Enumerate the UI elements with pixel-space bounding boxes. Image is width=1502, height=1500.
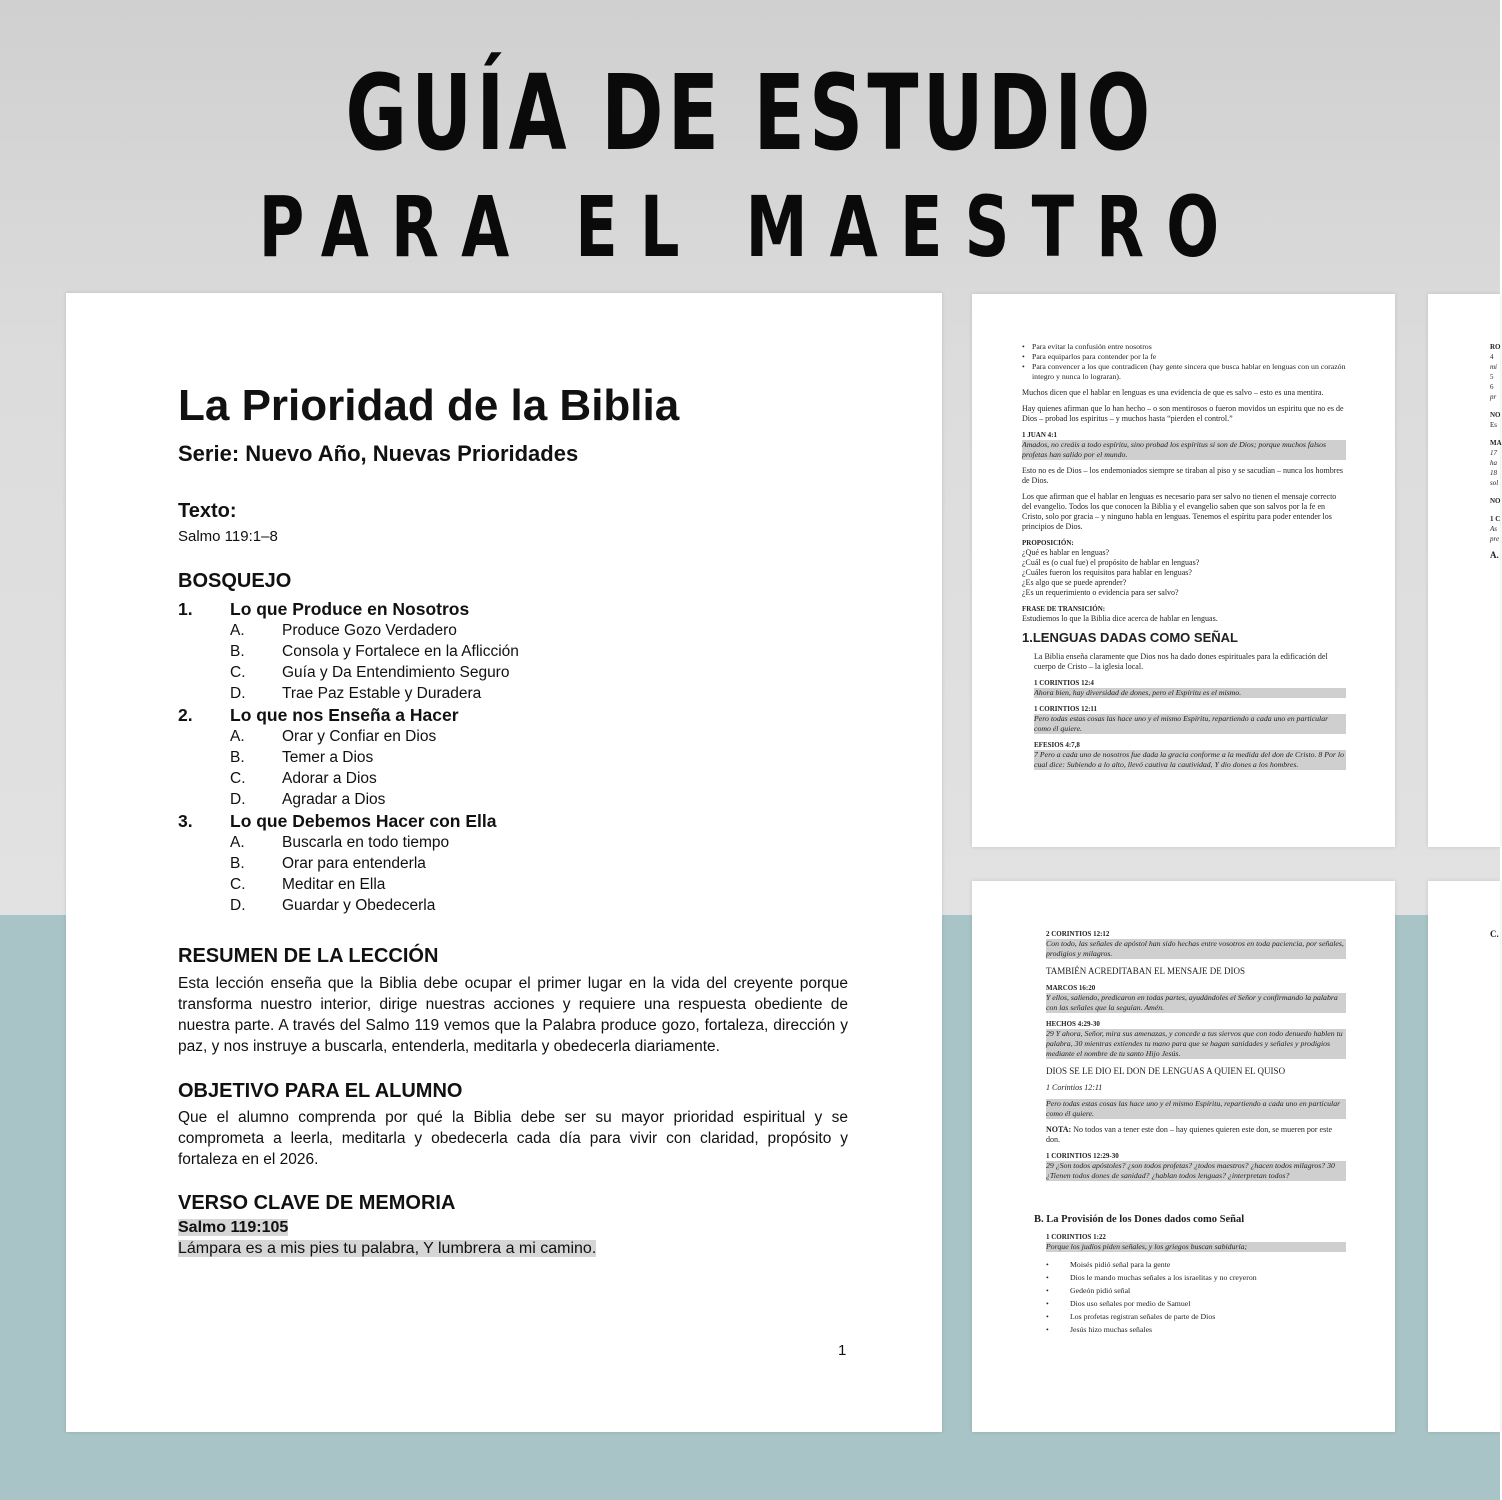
list-item: • Para equiparlos para contender por la fe	[1022, 352, 1346, 362]
paragraph: Esto no es de Dios – los endemoniados siempre se tiraban al piso y se sacudían – nunca los hombres de Dios.	[1022, 466, 1344, 485]
page-d-fragments: RO 4 mi 5 6 pr NO Es MA 17 ha 18 sol NO 1 C As pre A.	[1490, 343, 1502, 560]
list-item: • Para evitar la confusión entre nosotros	[1022, 342, 1346, 352]
outline-item: B. Orar para entenderla	[230, 855, 426, 872]
verse-quote: Amados, no creáis a todo espíritu, sino probad los espíritus si son de Dios; porque muchos falsos profetas han salido por el mundo.	[1022, 440, 1346, 460]
document-page-preview-2	[972, 294, 1395, 847]
verse-reference: EFESIOS 4:7,8	[1034, 741, 1080, 749]
outline-section-title: Lo que Debemos Hacer con Ella	[230, 811, 497, 831]
outline-section-number: 1.	[178, 599, 193, 619]
lesson-title: La Prioridad de la Biblia	[178, 381, 680, 430]
document-page-preview-3	[972, 881, 1395, 1432]
lesson-series: Serie: Nuevo Año, Nuevas Prioridades	[178, 441, 579, 466]
outline-heading: BOSQUEJO	[178, 570, 292, 592]
question: ¿Cuáles fueron los requisitos para hablar en lenguas?	[1022, 568, 1192, 577]
question: ¿Es algo que se puede aprender?	[1022, 578, 1127, 587]
verse-reference: 1 CORINTIOS 12:29-30	[1046, 1152, 1119, 1160]
transition-label: FRASE DE TRANSICIÓN:	[1022, 605, 1106, 613]
page-number: 1	[838, 1342, 847, 1359]
note-label: NOTA:	[1046, 1125, 1072, 1134]
verse-reference: MARCOS 16:20	[1046, 984, 1096, 992]
list-item: • Dios uso señales por medio de Samuel	[1046, 1297, 1346, 1310]
verse-quote: 29 Y ahora, Señor, mira sus amenazas, y concede a tus siervos que con todo denuedo hablen tu palabra, 30 mientras extiendes tu mano para que se hagan sanidades y señales y prodigios mediante el nombre de tu santo Hijo Jesús.	[1046, 1029, 1346, 1059]
question: ¿Cuál es (o cual fue) el propósito de hablar en lenguas?	[1022, 558, 1200, 567]
document-page-preview-5	[1428, 881, 1500, 1432]
summary-text: Esta lección enseña que la Biblia debe ocupar el primer lugar en la vida del creyente porque transforma nuestro interior, dirige nuestras acciones y requiere una respuesta obediente de nuestra parte. A través del Salmo 119 vemos que la Palabra produce gozo, fortaleza, dirección y paz, y nos instruye a buscarla, entenderla, meditarla y obedecerla diariamente.	[178, 975, 848, 1055]
verse-quote: 29 ¿Son todos apóstoles? ¿son todos profetas? ¿todos maestros? ¿hacen todos milagros? 30 ¿Tienen todos dones de sanidad? ¿hablan todos lenguas? ¿interpretan todos?	[1046, 1161, 1346, 1181]
outline-item: D. Guardar y Obedecerla	[230, 897, 436, 914]
verse-reference: HECHOS 4:29-30	[1046, 1020, 1100, 1028]
subheading: DIOS SE LE DIO EL DON DE LENGUAS A QUIEN EL QUISO	[1046, 1066, 1286, 1076]
outline	[178, 598, 848, 916]
section-heading: B. La Provisión de los Dones dados como Señal	[1034, 1214, 1245, 1225]
list-item: • Moisés pidió señal para la gente	[1046, 1258, 1346, 1271]
verse-reference: 1 CORINTIOS 12:4	[1034, 679, 1094, 687]
memory-verse-reference: Salmo 119:105	[178, 1219, 289, 1236]
verse-quote: Con todo, las señales de apóstol han sido hechas entre vosotros en toda paciencia, por señales, prodigios y milagros.	[1046, 939, 1346, 959]
paragraph: Muchos dicen que el hablar en lenguas es una evidencia de que es salvo – esto es una mentira.	[1022, 388, 1324, 397]
paragraph: Los que afirman que el hablar en lenguas es necesario para ser salvo no tienen el mensaje correcto del evangelio. Todos los que conocen la Biblia y el evangelio saben que son salvos por la fe en Cristo, solo por gracia – y ninguno habla en lenguas. Tenemos el espíritu para poder entender los principios de Dios.	[1022, 492, 1337, 531]
outline-item: A. Produce Gozo Verdadero	[230, 622, 457, 639]
question: ¿Es un requerimiento o evidencia para ser salvo?	[1022, 588, 1179, 597]
banner-title-line-2: PARA EL MAESTRO	[258, 178, 1242, 276]
outline-item: D. Agradar a Dios	[230, 791, 386, 808]
outline-item: B. Consola y Fortalece en la Aflicción	[230, 643, 519, 660]
verse-reference: 2 CORINTIOS 12:12	[1046, 930, 1110, 938]
outline-section	[178, 704, 848, 810]
outline-item: C. Meditar en Ella	[230, 876, 386, 893]
verse-quote: Ahora bien, hay diversidad de dones, pero el Espíritu es el mismo.	[1034, 688, 1346, 698]
texto-label: Texto:	[178, 500, 237, 522]
verse-quote: Pero todas estas cosas las hace uno y el mismo Espíritu, repartiendo a cada uno en particular como él quiere.	[1034, 714, 1346, 734]
list-item: • Gedeón pidió señal	[1046, 1284, 1346, 1297]
memory-verse-text: Lámpara es a mis pies tu palabra, Y lumbrera a mi camino.	[178, 1240, 597, 1257]
verse-reference: 1 CORINTIOS 1:22	[1046, 1233, 1106, 1241]
outline-item: D. Trae Paz Estable y Duradera	[230, 685, 482, 702]
objective-heading: OBJETIVO PARA EL ALUMNO	[178, 1080, 463, 1102]
paragraph: La Biblia enseña claramente que Dios nos ha dado dones espirituales para la edificación del cuerpo de Cristo – la iglesia local.	[1034, 652, 1328, 671]
verse-reference: 1 JUAN 4:1	[1022, 431, 1057, 439]
question: ¿Qué es hablar en lenguas?	[1022, 548, 1110, 557]
outline-item: A. Buscarla en todo tiempo	[230, 834, 450, 851]
outline-section-title: Lo que nos Enseña a Hacer	[230, 705, 459, 725]
note-text: No todos van a tener este don – hay quienes quieren este don, se mueren por este don.	[1046, 1125, 1332, 1144]
objective-text: Que el alumno comprenda por qué la Biblia debe ser su mayor prioridad espiritual y se comprometa a leerla, meditarla y obedecerla cada día para vivir con claridad, propósito y fortaleza en el 2026.	[178, 1109, 848, 1168]
outline-section-title: Lo que Produce en Nosotros	[230, 599, 470, 619]
list-item: • Dios le mando muchas señales a los israelitas y no creyeron	[1046, 1271, 1346, 1284]
page-e-fragment: C.	[1490, 929, 1499, 939]
proposition-label: PROPOSICIÓN:	[1022, 539, 1074, 547]
list-item: • Para convencer a los que contradicen (hay gente sincera que busca hablar en lenguas con un corazón integro y nunca lo lograran).	[1022, 362, 1346, 382]
outline-section	[178, 810, 848, 916]
summary-heading: RESUMEN DE LA LECCIÓN	[178, 945, 439, 967]
page-b-content	[1022, 342, 1346, 770]
verse-quote: Pero todas estas cosas las hace uno y el mismo Espíritu, repartiendo a cada uno en particular como él quiere.	[1046, 1099, 1346, 1119]
transition-text: Estudiemos lo que la Biblia dice acerca de hablar en lenguas.	[1022, 614, 1218, 623]
verse-reference: 1 Corintios 12:11	[1046, 1083, 1103, 1092]
document-page-main	[66, 293, 942, 1432]
subheading: TAMBIÉN ACREDITABAN EL MENSAJE DE DIOS	[1046, 966, 1245, 976]
verse-reference: 1 CORINTIOS 12:11	[1034, 705, 1098, 713]
list-item: • Los profetas registran señales de parte de Dios	[1046, 1310, 1346, 1323]
banner-title-line-1: GUÍA DE ESTUDIO	[345, 52, 1155, 174]
outline-section-number: 3.	[178, 811, 193, 831]
outline-section-number: 2.	[178, 705, 193, 725]
outline-item: C. Guía y Da Entendimiento Seguro	[230, 664, 510, 681]
verse-quote: Porque los judíos piden señales, y los griegos buscan sabiduría;	[1046, 1242, 1346, 1252]
paragraph: Hay quienes afirman que lo han hecho – o son mentirosos o fueron movidos un espiritu que no es de Dios – probad los espiritus – y muchos hasta “pierden el control.”	[1022, 404, 1344, 423]
texto-reference: Salmo 119:1–8	[178, 528, 278, 545]
outline-item: C. Adorar a Dios	[230, 770, 377, 787]
section-heading: 1.LENGUAS DADAS COMO SEÑAL	[1022, 630, 1238, 645]
outline-item: A. Orar y Confiar en Dios	[230, 728, 437, 745]
document-page-preview-4	[1428, 294, 1500, 847]
verse-quote: 7 Pero a cada uno de nosotros fue dada la gracia conforme a la medida del don de Cristo. 8 Por lo cual dice: Subiendo a lo alto, llevó cautiva la cautividad, Y dio dones a los hombres.	[1034, 750, 1346, 770]
outline-item: B. Temer a Dios	[230, 749, 374, 766]
page-c-content	[1046, 929, 1346, 1181]
memory-verse-heading: VERSO CLAVE DE MEMORIA	[178, 1192, 456, 1214]
outline-section	[178, 598, 848, 704]
verse-quote: Y ellos, saliendo, predicaron en todas partes, ayudándoles el Señor y confirmando la palabra con las señales que la seguían. Amén.	[1046, 993, 1346, 1013]
list-item: • Jesús hizo muchas señales	[1046, 1323, 1346, 1336]
page-c-section-b	[1034, 1213, 1346, 1336]
